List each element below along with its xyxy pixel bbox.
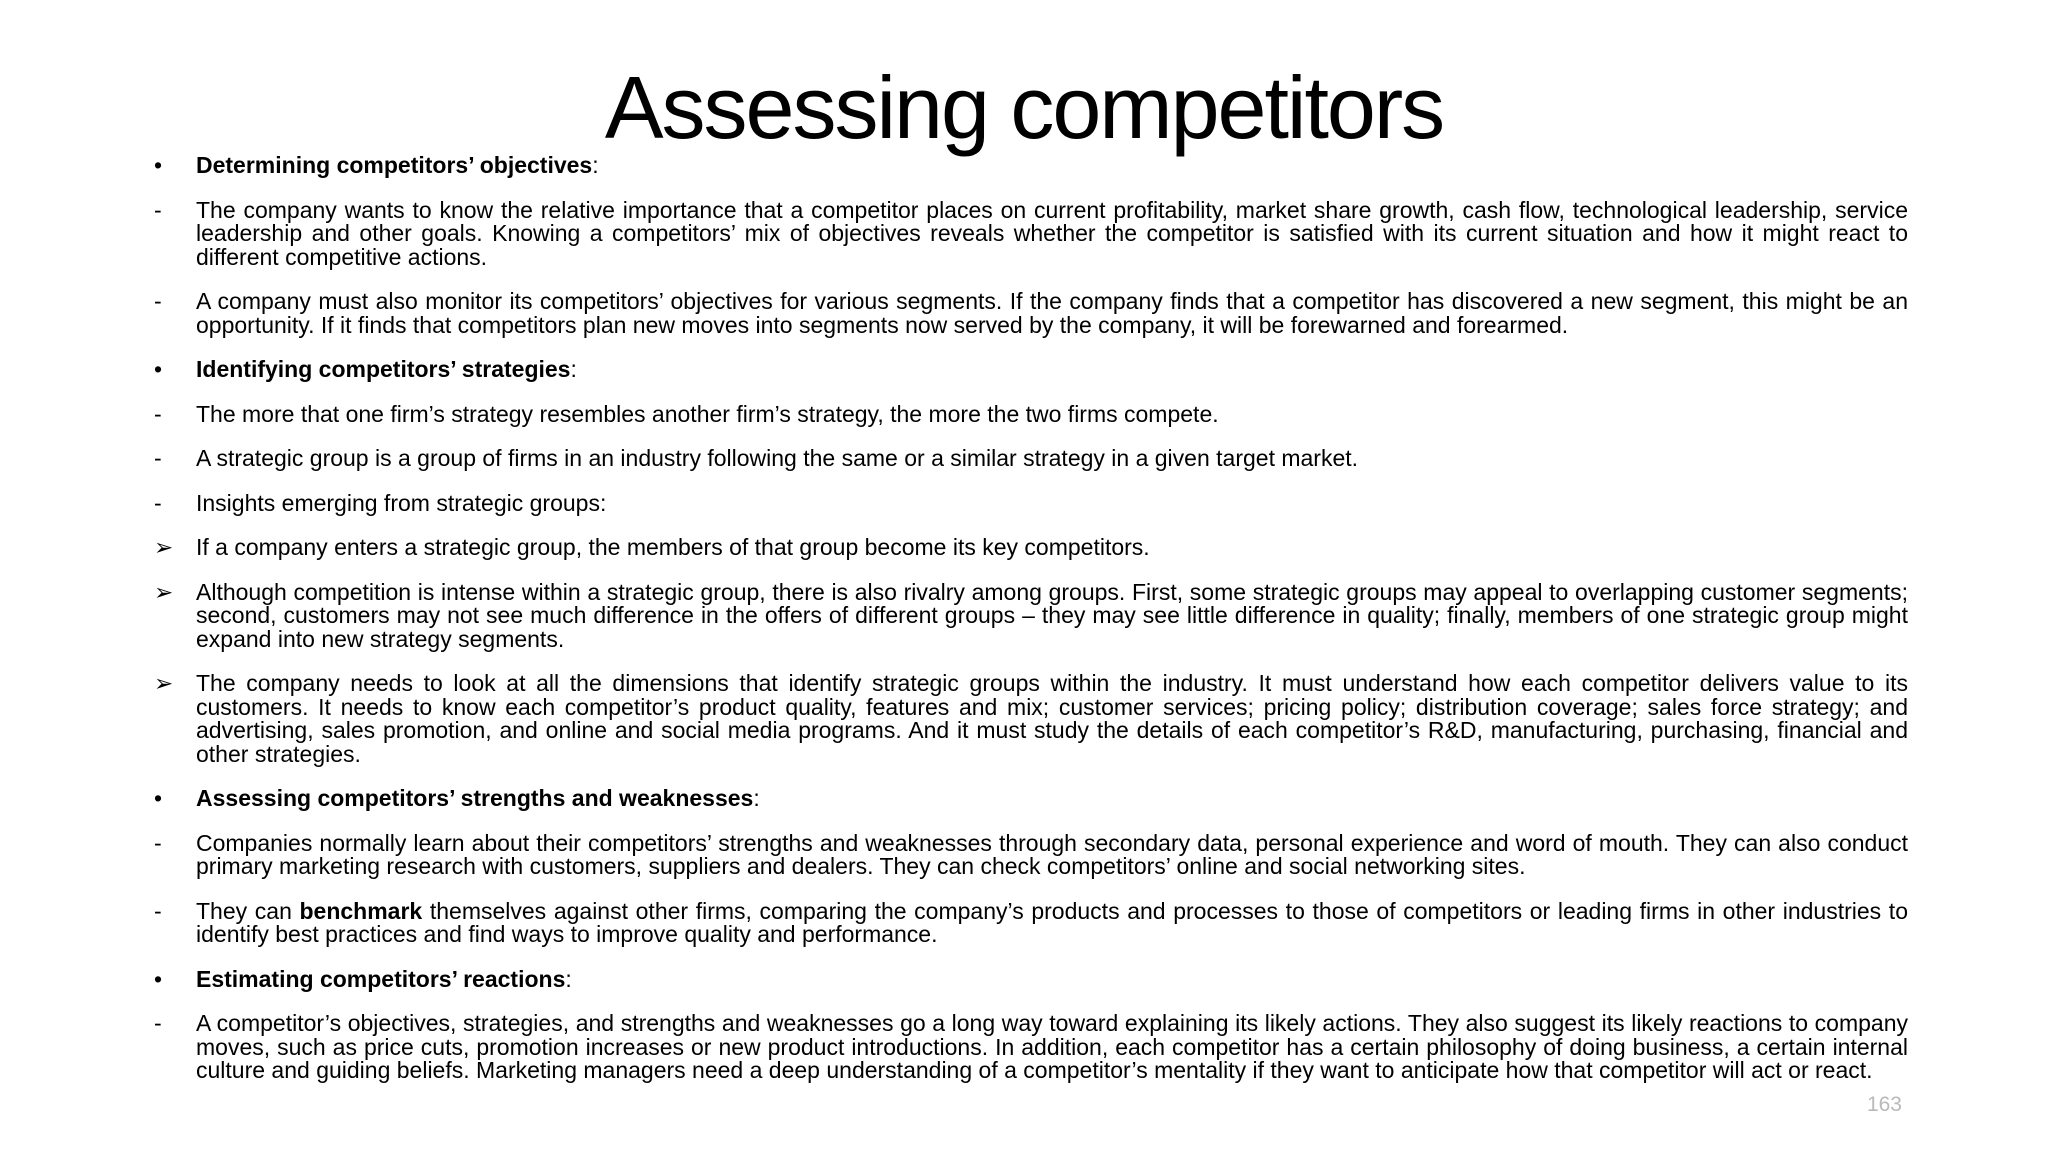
list-item — [150, 196, 1908, 270]
heading-strengths-weaknesses — [150, 787, 1908, 811]
heading-text: Identifying competitors’ strategies — [196, 356, 571, 382]
paragraph-text: Companies normally learn about their competitors’ strengths and weaknesses through secondary data, personal experience and word of mouth. They can also conduct primary marketing research with customers, suppliers and dealers. They can check competitors’ online and social networking sites. — [196, 829, 1908, 879]
bullet-marker: • — [154, 152, 163, 178]
paragraph-text: If a company enters a strategic group, the members of that group become its key competitors. — [196, 534, 1150, 560]
paragraph-text: A company must also monitor its competitors’ objectives for various segments. If the company finds that a competitor has discovered a new segment, this might be an opportunity. If it finds that competitors plan new moves into segments now served by the company, it will be forewarned and forearmed. — [196, 288, 1908, 338]
heading-strategies — [150, 358, 1908, 382]
dash-marker: - — [154, 489, 162, 516]
arrow-bullet-icon: ➢ — [154, 670, 174, 696]
bullet-marker: • — [154, 785, 163, 811]
heading-colon: : — [565, 965, 572, 992]
benchmark-term: benchmark — [299, 897, 423, 924]
paragraph-text: The company needs to look at all the dimensions that identify strategic groups within the industry. It must understand how each competitor delivers value to its customers. It needs to know each competitor’s product quality, features and mix; customer services; pricing policy; distribution coverage; sales force strategy; and advertising, sales promotion, and online and social media programs. And it must study the details of each competitor’s R&D, manufacturing, purchasing, financial and other strategies. — [196, 670, 1908, 767]
list-item — [150, 290, 1908, 337]
dash-marker: - — [154, 288, 162, 314]
paragraph-text: A strategic group is a group of firms in an industry following the same or a similar strategy in a given target market. — [196, 445, 1359, 471]
dash-marker: - — [154, 1010, 162, 1036]
heading-text: Assessing competitors’ strengths and weaknesses — [196, 785, 754, 811]
arrow-bullet-icon: ➢ — [154, 578, 174, 605]
list-item — [150, 447, 1908, 471]
dash-marker: - — [154, 400, 162, 427]
dash-marker: - — [154, 445, 162, 471]
paragraph-text: A competitor’s objectives, strategies, and strengths and weaknesses go a long way toward explaining its likely actions. They also suggest its likely reactions to company moves, such as price cuts, promotion increases or new product introductions. In addition, each competitor has a certain philosophy of doing business, a certain internal culture and guiding beliefs. Marketing managers need a deep understanding of a competitor’s mentality if they want to anticipate how that competitor will act or react. — [196, 1010, 1908, 1083]
slide-body — [150, 154, 1908, 1104]
paragraph-text: The company wants to know the relative importance that a competitor places on current profitability, market share growth, cash flow, technological leadership, service leadership and other goals. Knowing a competitors’ mix of objectives reveals whether the competitor is satisfied with its current situation and how it might react to different competitive actions. — [196, 196, 1908, 270]
list-item — [150, 578, 1908, 652]
heading-text: Determining competitors’ objectives — [196, 152, 593, 178]
bullet-marker: • — [154, 356, 163, 382]
dash-marker: - — [154, 196, 162, 223]
list-item — [150, 536, 1908, 560]
heading-reactions — [150, 965, 1908, 992]
slide-number: 163 — [1866, 1093, 1902, 1116]
paragraph-text: The more that one firm’s strategy resembles another firm’s strategy, the more the two firms compete. — [196, 400, 1219, 427]
dash-marker: - — [154, 897, 162, 924]
paragraph-lead: They can — [196, 897, 300, 924]
paragraph-text: themselves against other firms, comparing the company’s products and processes to those of competitors or leading firms in other industries to identify best practices and find ways to improve quality and performance. — [196, 897, 1908, 947]
list-item — [150, 829, 1908, 879]
list-item — [150, 400, 1908, 427]
bullet-marker: • — [154, 965, 163, 992]
paragraph-text: Although competition is intense within a strategic group, there is also rivalry among groups. First, some strategic groups may appeal to overlapping customer segments; second, customers may not see much difference in the offers of different groups – they may see little difference in quality; finally, members of one strategic group might expand into new strategy segments. — [196, 578, 1908, 652]
heading-colon: : — [570, 356, 577, 382]
list-item — [150, 1012, 1908, 1083]
heading-objectives — [150, 154, 1908, 178]
arrow-bullet-icon: ➢ — [154, 534, 174, 560]
heading-colon: : — [753, 785, 760, 811]
list-item — [150, 897, 1908, 947]
heading-colon: : — [592, 152, 599, 178]
list-item — [150, 489, 1908, 516]
slide-title: Assessing competitors — [604, 58, 1444, 157]
paragraph-text: Insights emerging from strategic groups: — [196, 489, 607, 516]
dash-marker: - — [154, 829, 162, 856]
heading-text: Estimating competitors’ reactions — [196, 965, 566, 992]
list-item — [150, 672, 1908, 766]
